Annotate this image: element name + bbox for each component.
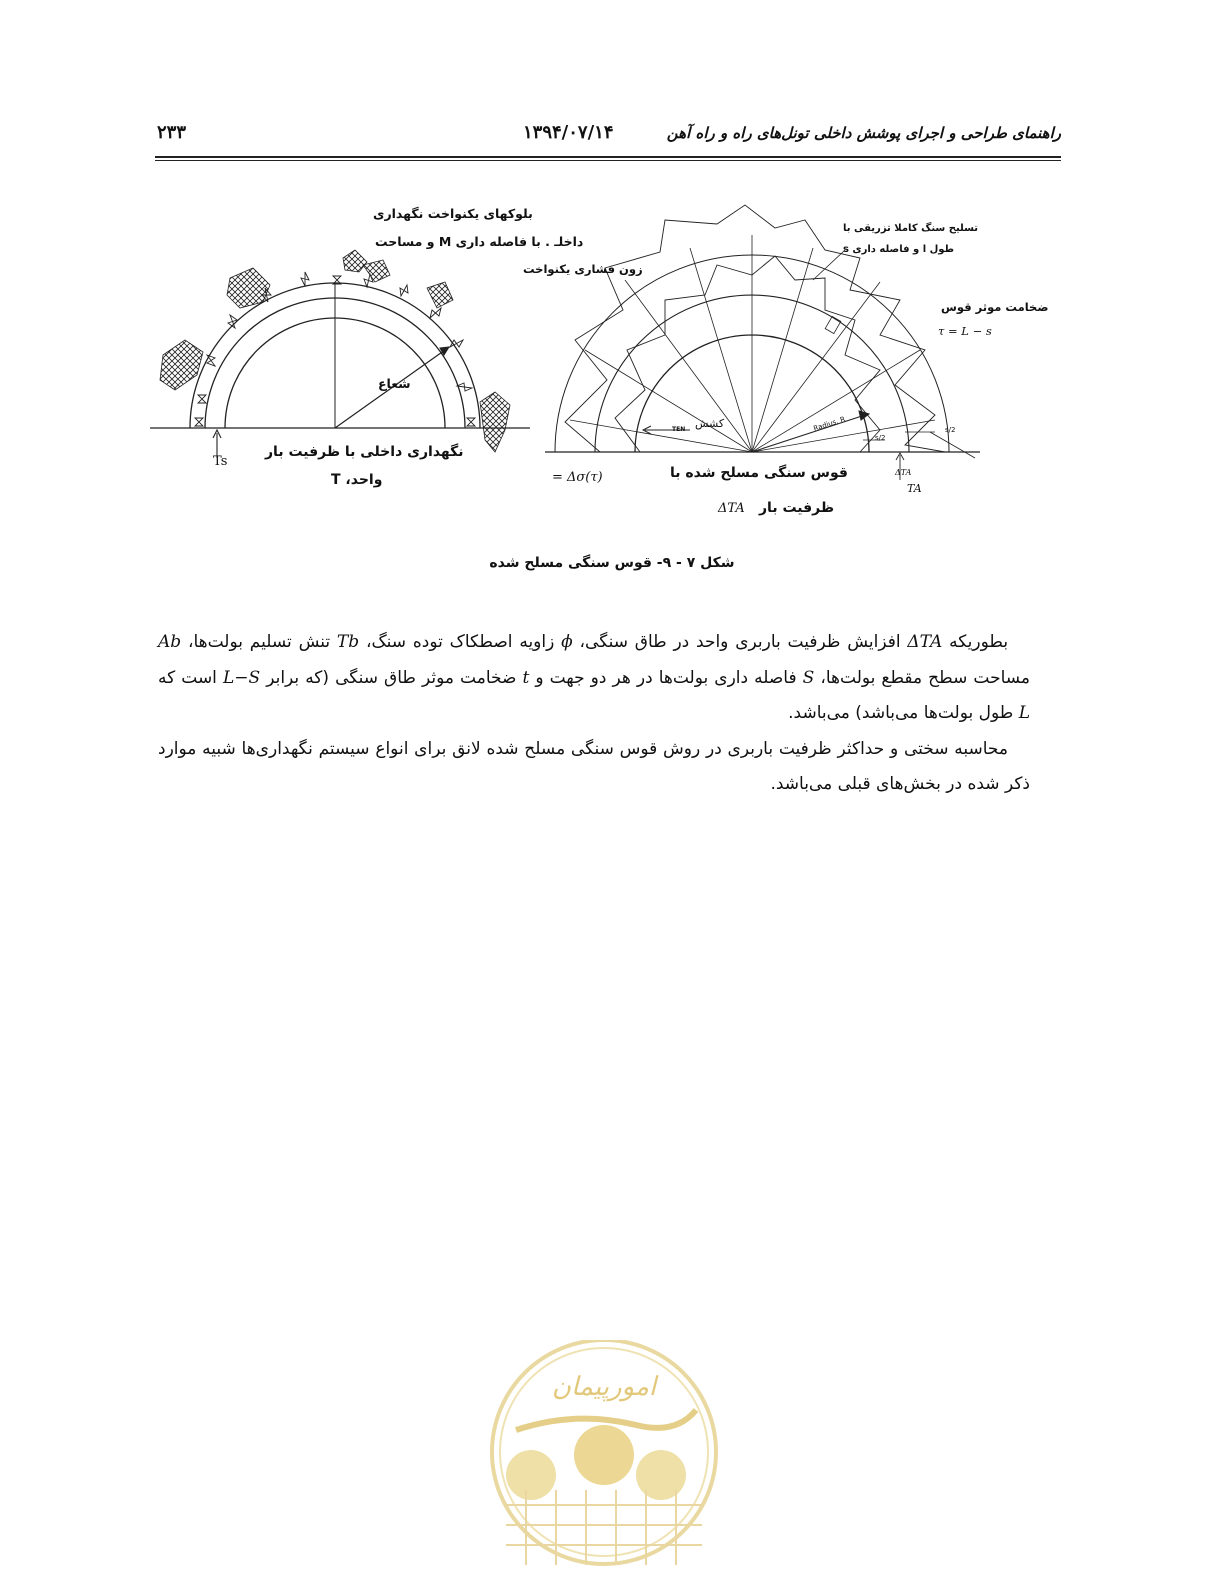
- text-segment: طول بولت‌ها می‌باشد) می‌باشد.: [788, 703, 1014, 723]
- text-segment: زاویه اصطکاک توده سنگ،: [365, 632, 555, 652]
- math-ab: Ab: [158, 632, 182, 652]
- label-tau-equation: τ = L − s: [938, 324, 992, 338]
- math-l: L: [1018, 703, 1030, 723]
- body-text: [158, 625, 1030, 803]
- left-diagram: [150, 250, 530, 458]
- page-number: ۲۳۳: [157, 122, 187, 143]
- figure-caption: شکل ۷ - ۹- قوس سنگی مسلح شده: [489, 555, 735, 571]
- math-t: t: [522, 667, 530, 688]
- math-s: S: [802, 667, 815, 688]
- watermark-text: امورپیمان: [551, 1372, 657, 1402]
- label-s-half-outer: s/2: [945, 426, 956, 434]
- paragraph-stiffness: محاسبه سختی و حداکثر ظرفیت باربری در روش قوس سنگی مسلح شده لانق برای انواع سیستم نگهداری‌ها شبیه موارد ذکر شده در بخش‌های قبلی می‌باشد.: [158, 738, 1030, 794]
- label-internal-support: نگهداری داخلی با ظرفیت بار: [265, 444, 464, 460]
- label-s-half-inner: s/2: [875, 434, 886, 442]
- text-segment: تنش تسلیم بولت‌ها،: [187, 632, 331, 652]
- label-ta: TA: [907, 482, 922, 495]
- label-ten: TEN: [672, 426, 686, 433]
- label-unit-capacity: واحد، T: [331, 472, 383, 488]
- label-delta-ta: ΔTA: [718, 501, 745, 516]
- text-segment: مساحت سطح مقطع بولت‌ها،: [820, 667, 1031, 688]
- label-tension: کشش: [695, 417, 725, 430]
- label-blocks-spacing: داخلـ . با فاصله داری M و مساحت: [375, 234, 584, 249]
- document-title: راهنمای طراحی و اجرای پوشش داخلی تونل‌های راه و راه آهن: [666, 124, 1061, 142]
- math-phi: ϕ: [561, 632, 573, 652]
- label-radius: شعاع: [378, 376, 411, 391]
- text-segment: افزایش ظرفیت باربری واحد در طاق سنگی،: [579, 632, 901, 652]
- label-reinforcement-2: طول l و فاصله داری s: [843, 244, 954, 255]
- label-reinforcement-1: تسلیح سنگ کاملا تزریقی با: [843, 223, 979, 234]
- label-radius-r: Radius, R: [812, 415, 847, 433]
- text-segment: است که: [158, 667, 217, 688]
- header-rule: [155, 156, 1061, 158]
- label-compression-zone: زون فشاری یکنواخت: [523, 262, 643, 276]
- watermark-logo: [486, 1340, 722, 1584]
- math-tb: Tb: [336, 632, 360, 652]
- text-segment: فاصله داری بولت‌ها در هر دو جهت و: [535, 667, 797, 688]
- text-segment: بطوریکه: [949, 632, 1009, 652]
- figure-reinforced-arch: [145, 190, 1049, 535]
- page-header: [155, 118, 1061, 160]
- label-uniform-blocks: بلوکهای یکنواخت نگهداری: [373, 206, 533, 221]
- label-arch-capacity-1: قوس سنگی مسلح شده با: [670, 465, 848, 481]
- header-rule-thin: [155, 160, 1061, 161]
- text-segment: ضخامت موثر طاق سنگی (که برابر: [266, 667, 517, 688]
- label-ts: Ts: [213, 454, 228, 469]
- label-arch-capacity-2: ظرفیت بار: [759, 500, 835, 516]
- math-l-minus-s: L−S: [222, 667, 261, 688]
- label-arch-thickness: ضخامت موثر قوس: [941, 300, 1049, 314]
- label-delta-ta-small: ΔTA: [895, 468, 912, 477]
- math-delta-ta: ΔTA: [907, 632, 943, 652]
- label-delta-sigma: = Δσ(τ): [552, 470, 603, 485]
- paragraph-definitions: [158, 625, 1030, 732]
- document-date: ۱۳۹۴/۰۷/۱۴: [523, 122, 614, 143]
